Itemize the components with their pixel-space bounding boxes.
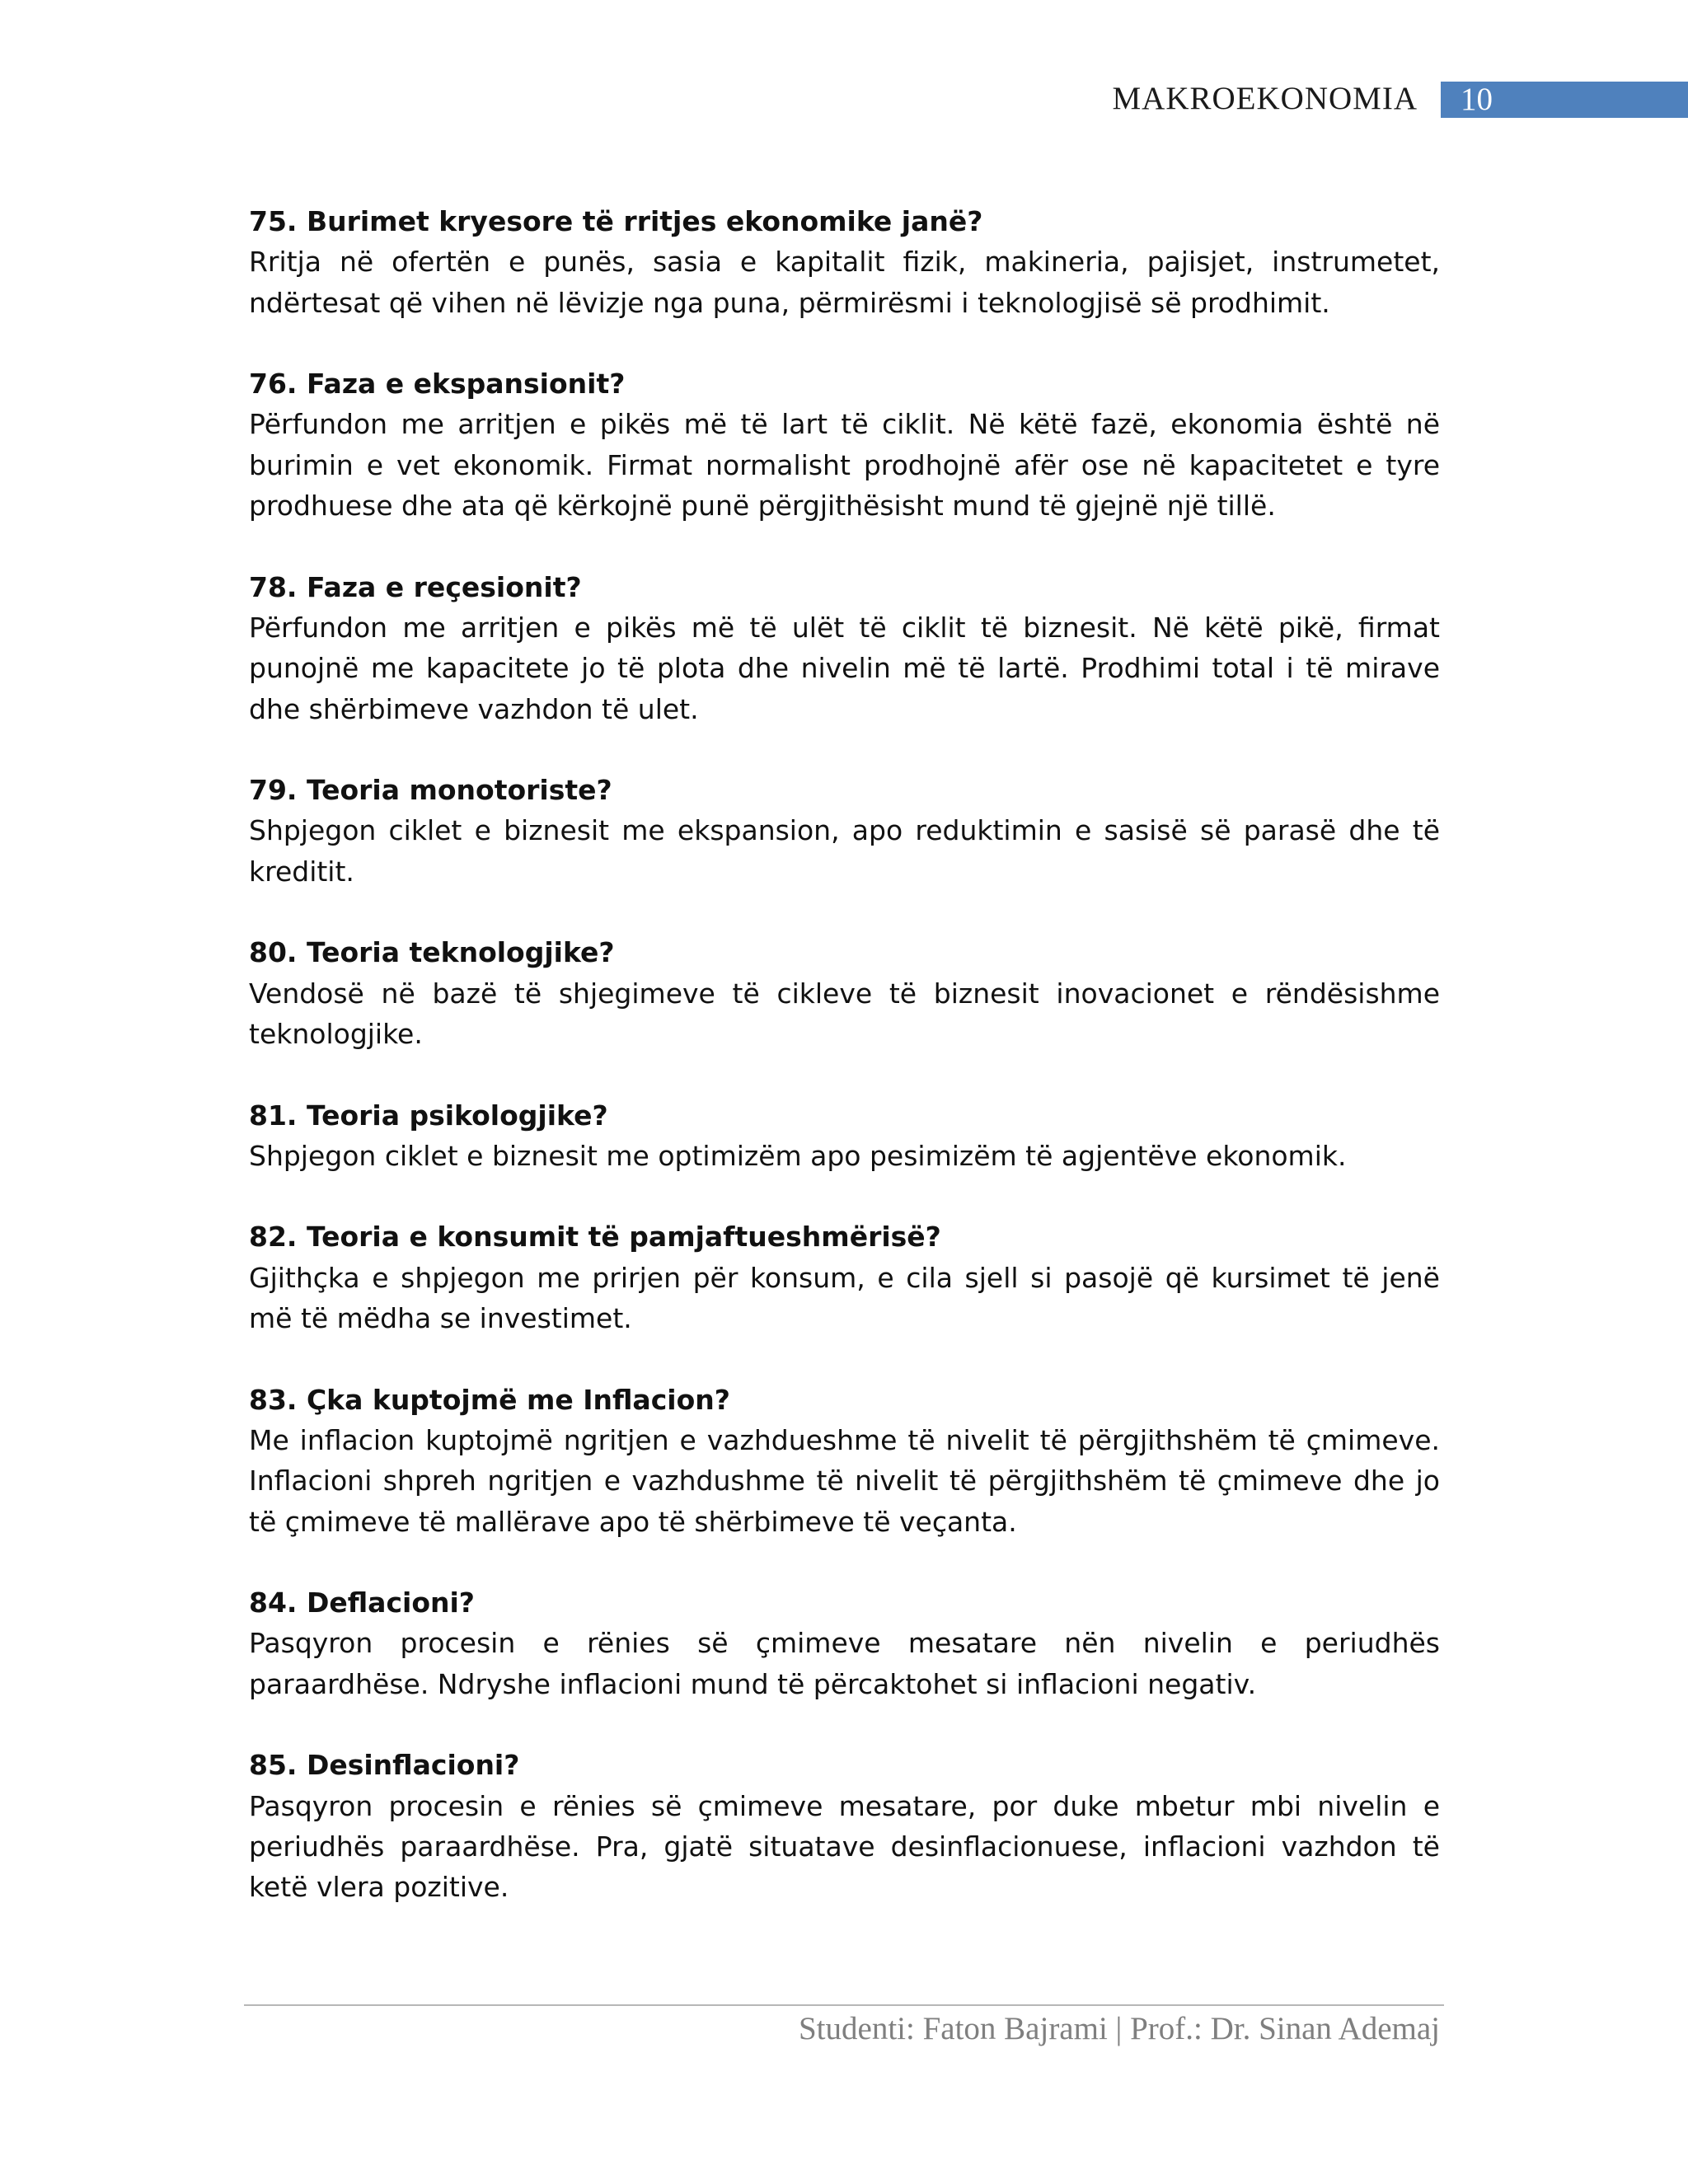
question-heading: 81. Teoria psikologjike? (249, 1099, 608, 1132)
qa-item (249, 770, 1440, 892)
answer-text: Përfundon me arritjen e pikës më të ulët të ciklit të biznesit. Në këtë pikë, firmat punojnë me kapacitete jo të plota dhe nivelin më të lartë. Prodhimi total i të mirave dhe shërbimeve vazhdon të ulet. (249, 611, 1440, 725)
answer-text: Shpjegon ciklet e biznesit me ekspansion, apo reduktimin e sasisë së parasë dhe të kreditit. (249, 814, 1440, 888)
footer-credits: Studenti: Faton Bajrami | Prof.: Dr. Sinan Ademaj (798, 2011, 1440, 2046)
answer-text: Rritja në ofertën e punës, sasia e kapitalit fizik, makineria, pajisjet, instrumetet, ndërtesat që vihen në lëvizje nga puna, përmirësmi i teknologjisë së prodhimit. (249, 246, 1440, 319)
question-heading: 76. Faza e ekspansionit? (249, 368, 626, 401)
question-heading: 79. Teoria monotoriste? (249, 774, 612, 807)
qa-list (249, 201, 1440, 1948)
answer-text: Përfundon me arritjen e pikës më të lart të ciklit. Në këtë fazë, ekonomia është në burimin e vet ekonomik. Firmat normalisht prodhojnë afër ose në kapacitetet e tyre prodhuese dhe ata që kërkojnë punë përgjithësisht mund të gjejnë një tillë. (249, 408, 1440, 523)
qa-item (249, 201, 1440, 323)
answer-text: Pasqyron procesin e rënies së çmimeve mesatare, por duke mbetur mbi nivelin e periudhës paraardhëse. Pra, gjatë situatave desinflacionuese, inflacioni vazhdon të ketë vlera pozitive. (249, 1789, 1440, 1904)
question-heading: 82. Teoria e konsumit të pamjaftueshmërisë? (249, 1221, 941, 1254)
question-heading: 80. Teoria teknologjike? (249, 936, 615, 969)
answer-text: Pasqyron procesin e rënies së çmimeve mesatare nën nivelin e periudhës paraardhëse. Ndryshe inflacioni mund të përcaktohet si inflacioni negativ. (249, 1627, 1440, 1700)
qa-item (249, 363, 1440, 526)
header-title: MAKROEKONOMIA (1112, 81, 1418, 116)
answer-text: Shpjegon ciklet e biznesit me optimizëm apo pesimizëm të agjentëve ekonomik. (249, 1139, 1347, 1172)
qa-item (249, 1095, 1440, 1177)
page-number-badge (1441, 82, 1688, 118)
qa-item (249, 1745, 1440, 1907)
answer-text: Vendosë në bazë të shjegimeve të cikleve të biznesit inovacionet e rëndësishme teknologjike. (249, 977, 1440, 1050)
question-heading: 83. Çka kuptojmë me Inflacion? (249, 1383, 730, 1416)
question-heading: 84. Deflacioni? (249, 1586, 475, 1619)
question-heading: 75. Burimet kryesore të rritjes ekonomike janë? (249, 205, 983, 237)
page-number: 10 (1461, 82, 1493, 117)
qa-item (249, 932, 1440, 1054)
answer-text: Gjithçka e shpjegon me prirjen për konsum, e cila sjell si pasojë që kursimet të jenë më të mëdha se investimet. (249, 1261, 1440, 1335)
qa-item (249, 1582, 1440, 1704)
qa-item (249, 1380, 1440, 1542)
question-heading: 78. Faza e reçesionit? (249, 570, 582, 603)
qa-item (249, 567, 1440, 729)
answer-text: Me inflacion kuptojmë ngritjen e vazhdueshme të nivelit të përgjithshëm të çmimeve. Inflacioni shpreh ngritjen e vazhdushme të nivelit të përgjithshëm të çmimeve dhe jo të çmimeve të mallërave apo të shërbimeve të veçanta. (249, 1423, 1440, 1538)
question-heading: 85. Desinflacioni? (249, 1749, 520, 1782)
qa-item (249, 1216, 1440, 1338)
